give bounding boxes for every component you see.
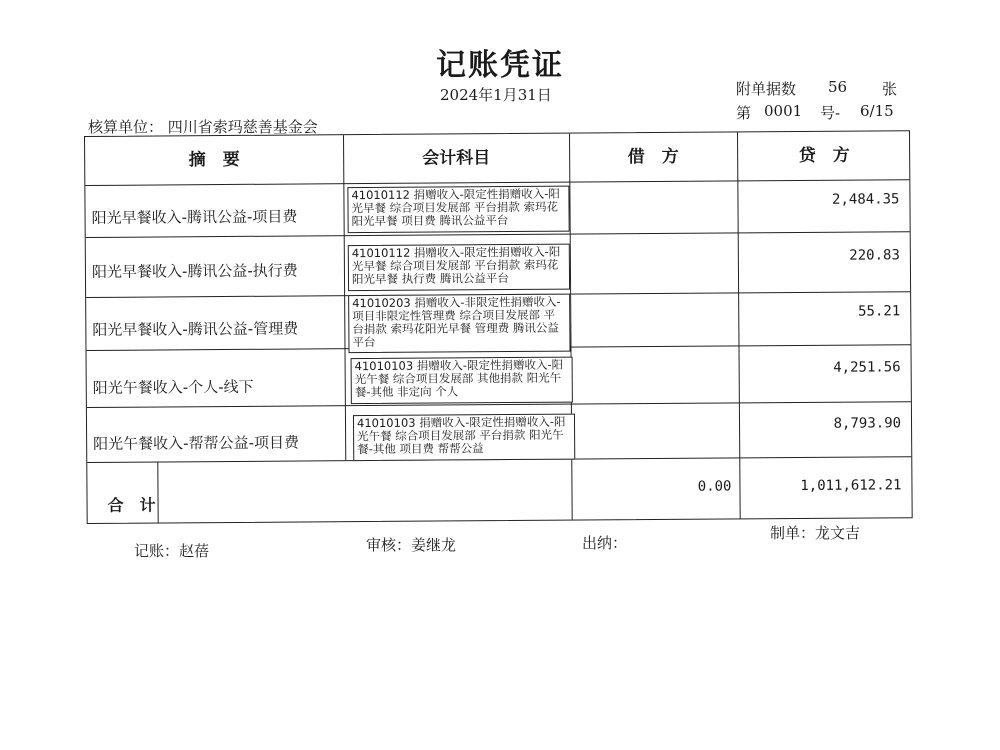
header-credit: 贷 方 xyxy=(798,145,850,167)
total-debit: 0.00 xyxy=(697,478,732,495)
row-account: 41010112 捐赠收入-限定性捐赠收入-阳光早餐 综合项目发展部 平台捐款 索玛花阳光早餐 项目费 腾讯公益平台 xyxy=(347,186,569,234)
row-account: 41010203 捐赠收入-非限定性捐赠收入-项目非限定性管理费 综合项目发展部 平台捐款 索玛花阳光早餐 管理费 腾讯公益平台 xyxy=(348,294,570,354)
row-summary: 阳光早餐收入-腾讯公益-项目费 xyxy=(91,207,298,227)
voucher-page-number: 6/15 xyxy=(860,102,894,120)
voucher-prefix: 第 xyxy=(736,104,752,122)
header-debit: 借 方 xyxy=(627,146,679,168)
attachment-number: 56 xyxy=(828,78,848,96)
attachment-unit: 张 xyxy=(882,80,898,98)
auditor-label: 审核： xyxy=(366,536,412,554)
col-divider xyxy=(737,132,741,518)
voucher-hao: 号- xyxy=(820,104,841,122)
total-divider xyxy=(157,461,158,522)
maker-label: 制单： xyxy=(770,524,816,542)
row-summary: 阳光午餐收入-个人-线下 xyxy=(92,377,254,397)
row-credit: 55.21 xyxy=(858,303,901,320)
row-summary: 阳光午餐收入-帮帮公益-项目费 xyxy=(93,433,300,453)
voucher-title: 记账凭证 xyxy=(436,48,564,83)
voucher-number xyxy=(736,102,956,123)
attachment-count xyxy=(736,78,936,99)
row-credit: 220.83 xyxy=(849,247,900,264)
bookkeeper xyxy=(134,540,209,561)
cashier xyxy=(582,532,627,553)
row-summary: 阳光早餐收入-腾讯公益-执行费 xyxy=(91,261,298,281)
total-label: 合 计 xyxy=(107,495,156,515)
accounting-unit-name: 四川省索玛慈善基金会 xyxy=(167,118,318,136)
row-account: 41010112 捐赠收入-限定性捐赠收入-阳光早餐 综合项目发展部 平台捐款 索玛花阳光早餐 执行费 腾讯公益平台 xyxy=(348,244,570,292)
header-summary: 摘 要 xyxy=(188,149,240,171)
row-account: 41010103 捐赠收入-限定性捐赠收入-阳光午餐 综合项目发展部 其他捐款 阳光午餐-其他 非定向 个人 xyxy=(351,357,573,405)
row-account: 41010103 捐赠收入-限定性捐赠收入-阳光午餐 综合项目发展部 平台捐款 阳光午餐-其他 项目费 帮帮公益 xyxy=(353,414,575,462)
row-summary: 阳光早餐收入-腾讯公益-管理费 xyxy=(92,319,299,339)
voucher-no: 0001 xyxy=(764,102,803,120)
voucher-date: 2024年1月31日 xyxy=(440,86,552,104)
voucher-table xyxy=(84,130,913,524)
header-account: 会计科目 xyxy=(422,148,491,169)
bookkeeper-name: 赵蓓 xyxy=(179,542,210,560)
row-credit: 4,251.56 xyxy=(833,359,901,376)
voucher-maker xyxy=(770,522,860,543)
bookkeeper-label: 记账： xyxy=(134,542,180,560)
cashier-label: 出纳： xyxy=(582,534,628,552)
total-credit: 1,011,612.21 xyxy=(800,477,902,495)
row-credit: 8,793.90 xyxy=(833,415,902,432)
attachment-label: 附单据数 xyxy=(736,80,797,98)
accounting-unit-label: 核算单位： xyxy=(88,118,164,136)
auditor-name: 姜继龙 xyxy=(411,536,457,554)
row-credit: 2,484.35 xyxy=(831,191,900,208)
maker-name: 龙文吉 xyxy=(815,524,861,542)
row-divider xyxy=(86,231,910,238)
auditor xyxy=(366,534,456,555)
